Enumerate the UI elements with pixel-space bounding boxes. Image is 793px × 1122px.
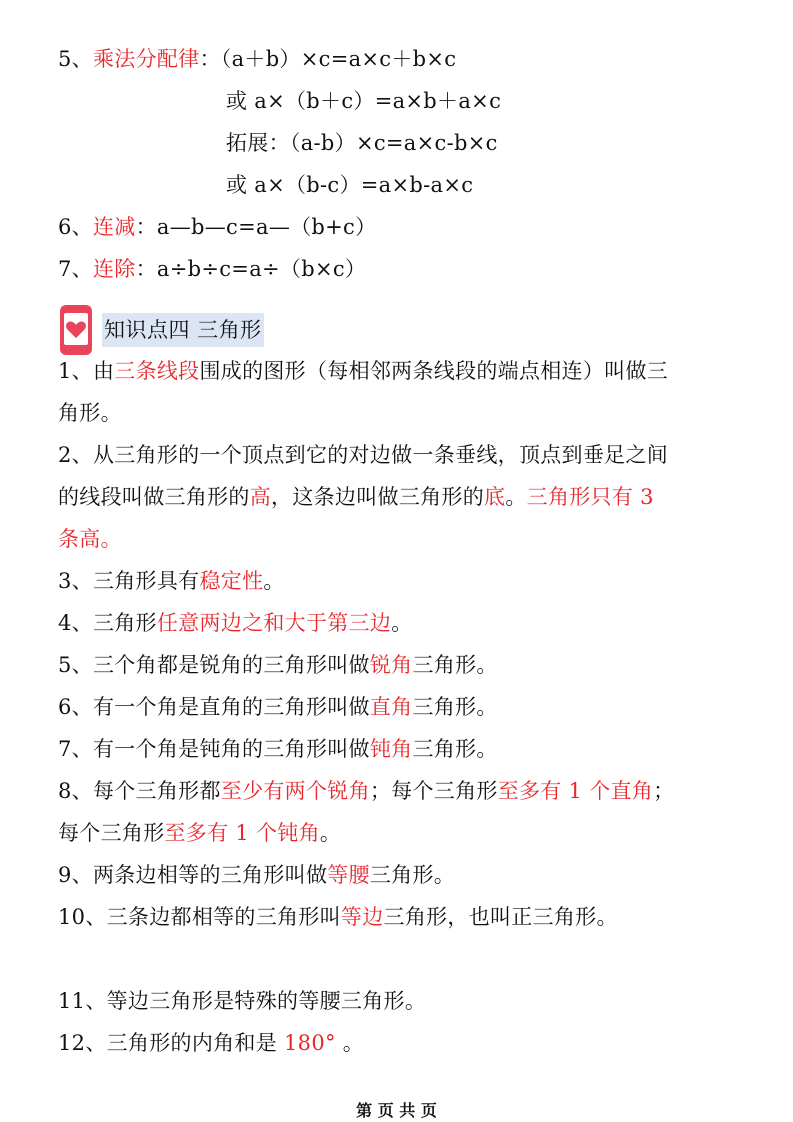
highlighted-term: 至多有 1 个直角 bbox=[497, 779, 654, 803]
text-line bbox=[58, 566, 285, 596]
text-line bbox=[58, 902, 618, 932]
section-title: 知识点四 三角形 bbox=[102, 313, 264, 347]
formula-line-4 bbox=[226, 170, 473, 200]
text-segment: 10、三条边都相等的三角形叫 bbox=[58, 905, 341, 929]
text-line bbox=[58, 734, 498, 764]
highlighted-term: 等边 bbox=[340, 905, 384, 929]
text-segment: 围成的图形（每相邻两条线段的端点相连）叫做三 bbox=[199, 359, 669, 383]
text-line bbox=[58, 1028, 364, 1058]
text-line bbox=[58, 776, 674, 806]
highlighted-term: 高 bbox=[249, 485, 272, 509]
text-segment: 三角形，也叫正三角形。 bbox=[383, 905, 618, 929]
text-segment: 。 bbox=[391, 611, 413, 635]
text-segment: 5、三个角都是锐角的三角形叫做 bbox=[58, 653, 370, 677]
highlighted-term: 底 bbox=[484, 485, 506, 509]
highlighted-term: 直角 bbox=[369, 695, 413, 719]
highlighted-term: 至少有两个锐角 bbox=[220, 779, 370, 803]
text-segment: 每个三角形 bbox=[58, 821, 165, 845]
text-segment: 2、从三角形的一个顶点到它的对边做一条垂线，顶点到垂足之间 bbox=[58, 443, 669, 467]
page-footer: 第 页 共 页 bbox=[356, 1101, 437, 1120]
highlighted-term: 乘法分配律 bbox=[92, 47, 200, 71]
section-heading bbox=[60, 303, 264, 357]
text-segment: 的线段叫做三角形的 bbox=[58, 485, 250, 509]
highlighted-term: 锐角 bbox=[369, 653, 413, 677]
text-segment: ：a—b—c=a—（b+c） bbox=[135, 215, 377, 239]
highlighted-term: 条高。 bbox=[58, 527, 122, 551]
text-segment: 或 a×（b＋c）=a×b＋a×c bbox=[226, 89, 502, 113]
highlighted-term: 三角形只有 3 bbox=[526, 485, 654, 509]
highlighted-term: 三条线段 bbox=[114, 359, 200, 383]
text-line bbox=[58, 356, 668, 386]
text-line bbox=[58, 818, 341, 848]
highlighted-term: 等腰 bbox=[327, 863, 370, 887]
text-segment: ：a÷b÷c=a÷（b×c） bbox=[135, 257, 367, 281]
text-segment: 12、三角形的内角和是 bbox=[58, 1031, 284, 1055]
text-line bbox=[58, 608, 413, 638]
text-segment: 三角形。 bbox=[412, 653, 498, 677]
text-segment: 8、每个三角形都 bbox=[58, 779, 221, 803]
highlighted-term: 至多有 1 个钝角 bbox=[164, 821, 320, 845]
text-segment: 7、 bbox=[58, 257, 93, 281]
formula-line-3 bbox=[226, 128, 498, 158]
text-segment: 拓展：（a-b）×c=a×c-b×c bbox=[226, 131, 498, 155]
text-line bbox=[58, 440, 668, 470]
formula-line-5 bbox=[58, 212, 376, 242]
highlighted-term: 任意两边之和大于第三边 bbox=[156, 611, 392, 635]
text-segment: 1、由 bbox=[58, 359, 115, 383]
highlighted-term: 连减 bbox=[92, 215, 136, 239]
highlighted-term: 连除 bbox=[92, 257, 136, 281]
text-segment: 三角形。 bbox=[412, 737, 498, 761]
text-segment: 5、 bbox=[58, 47, 93, 71]
text-segment: 三角形。 bbox=[412, 695, 498, 719]
formula-line-1 bbox=[58, 44, 456, 74]
formula-line-2 bbox=[226, 86, 501, 116]
highlighted-term: 稳定性 bbox=[199, 569, 264, 593]
text-line bbox=[58, 482, 654, 512]
highlighted-term: 钝角 bbox=[369, 737, 413, 761]
formula-line-6 bbox=[58, 254, 366, 284]
text-segment: ；每个三角形 bbox=[369, 779, 498, 803]
phone-heart-icon bbox=[60, 305, 92, 355]
text-segment: 。 bbox=[263, 569, 285, 593]
text-line bbox=[58, 524, 122, 554]
text-segment: 11、等边三角形是特殊的等腰三角形。 bbox=[58, 989, 427, 1013]
text-line bbox=[58, 860, 455, 890]
text-segment: 三角形。 bbox=[369, 863, 456, 887]
text-segment: 。 bbox=[335, 1031, 365, 1055]
text-segment: ，这条边叫做三角形的 bbox=[271, 485, 485, 509]
text-segment: 7、有一个角是钝角的三角形叫做 bbox=[58, 737, 370, 761]
text-line bbox=[58, 986, 426, 1016]
text-segment: ：（a＋b）×c=a×c＋b×c bbox=[199, 47, 457, 71]
text-segment: 6、 bbox=[58, 215, 93, 239]
text-segment: ； bbox=[653, 779, 675, 803]
text-segment: 3、三角形具有 bbox=[58, 569, 200, 593]
text-line bbox=[58, 650, 498, 680]
text-segment: 角形。 bbox=[58, 401, 122, 425]
text-segment: 6、有一个角是直角的三角形叫做 bbox=[58, 695, 370, 719]
text-segment: 或 a×（b-c）=a×b-a×c bbox=[226, 173, 474, 197]
text-segment: 。 bbox=[505, 485, 527, 509]
text-segment: 9、两条边相等的三角形叫做 bbox=[58, 863, 328, 887]
text-segment: 4、三角形 bbox=[58, 611, 157, 635]
text-line bbox=[58, 692, 498, 722]
text-line bbox=[58, 398, 122, 428]
text-segment: 。 bbox=[319, 821, 342, 845]
highlighted-term: 180° bbox=[284, 1031, 336, 1055]
